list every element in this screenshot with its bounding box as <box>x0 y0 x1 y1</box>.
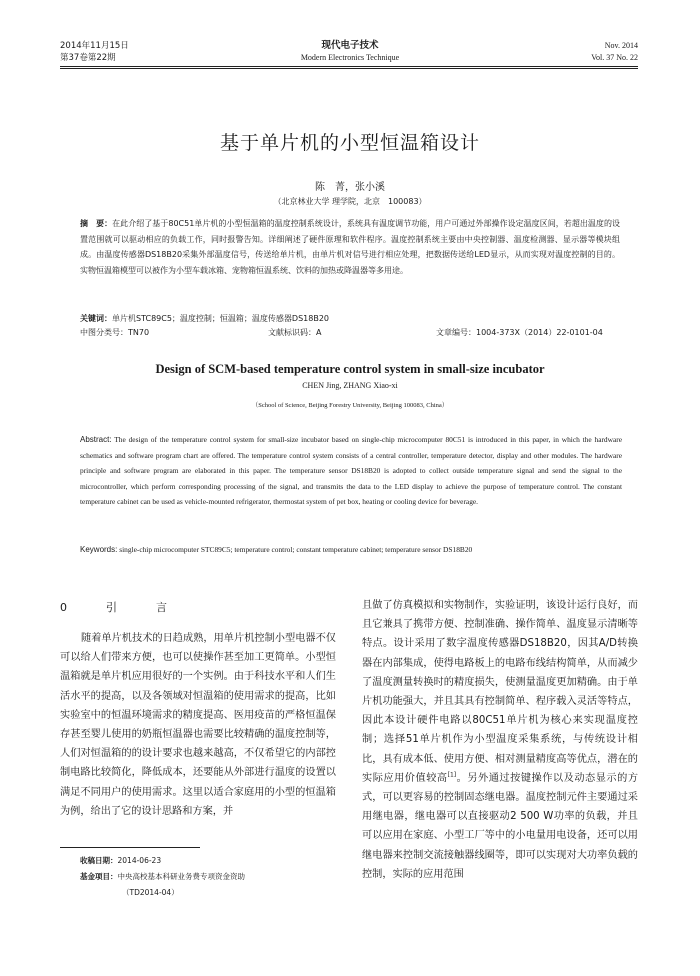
affiliation-cn: （北京林业大学 理学院，北京 100083） <box>273 197 427 206</box>
header-rule-thin <box>60 68 638 69</box>
paper-title-cn: 基于单片机的小型恒温箱设计 <box>219 132 480 154</box>
body-text-left: 随着单片机技术的日趋成熟，用单片机控制小型电器不仅可以给人们带来方便，也可以使操作甚至加工更简单。小型恒温箱就是单片机应用很好的一个实例。由于科技水平和人们生活水平的提高，以及各领域对恒温箱的使用需求的提高，比如实验室中的恒温环境需求的精度提高、医用疫苗的严格恒温保存甚至婴儿使用的奶瓶恒温器也需要比较精确的温度控制等，人们对恒温箱的的设计要求也越来越高，不仅希望它的内部控制电路比较简化，降低成本，还要能从外部进行温度的设置以满足不同用户的使用需求。这里以适合家庭用的小型的恒温箱为例，给出了它的设计思路和方案，并 <box>60 633 336 817</box>
volume-cn: 第37卷第22期 <box>60 53 116 63</box>
article-number: 文章编号：1004-373X（2014）22-0101-04 <box>436 328 603 337</box>
section-heading: 0 引 言 <box>60 601 181 614</box>
abstract-cn <box>80 216 620 278</box>
header-rule <box>60 66 638 67</box>
keywords-en-text: single-chip microcomputer STC89C5; temperature control; constant temperature cabinet; temperature sensor DS18B20 <box>117 545 473 554</box>
abstract-en-text: The design of the temperature control system for small-size incubator based on single-chip microcomputer 80C51 is introduced in this paper, in which the hardware schematics and software program chart are offered. The temperature control system consists of a central controller, temperature detector, display and other modules. The hardware principle and software program are elaborated in this paper. The temperature sensor DS18B20 is adopted to collect outside temperature signal and send the signal to the microcontroller, which perform corresponding processing of the signal, and transmits the data to the LED display to achieve the purpose of temperature control. The constant temperature cabinet can be used as vehicle-mounted refrigerator, thermostat system of pet box, heating or cooling device for beverage. <box>80 435 622 507</box>
abstract-en-label: Abstract: <box>80 435 112 444</box>
affiliation-en: （School of Science, Beijing Forestry University, Beijing 100083, China） <box>251 402 449 409</box>
authors-en: CHEN Jing, ZHANG Xiao-xi <box>302 381 398 390</box>
abstract-en <box>80 432 622 510</box>
journal-name-cn: 现代电子技术 <box>321 40 379 51</box>
issue-date: 2014年11月15日 <box>60 41 129 51</box>
body-right-part-a: 且做了仿真模拟和实物制作，实验证明，该设计运行良好，而且它兼具了携带方便、控制准确、操作简单、温度显示清晰等特点。设计采用了数字温度传感器DS18B20，因其A/D转换器在内部集成，使得电路板上的电路布线结构简单，从而减少了温度测量转换时的精度损失，使测量温度更加精确。由于单片机功能强大，并且其具有控制简单、程序载入灵活等特点，因此本设计硬件电路以80C51单片机为核心来实现温度控制；选择51单片机作为小型温度采集系统，与传统设计相比，具有成本低、使用方便、相对测量精度高等优点，潜在的实际应用价值较高 <box>362 600 638 784</box>
fund-text: 中央高校基本科研业务费专项资金资助 <box>117 872 245 881</box>
body-right-part-b: 。另外通过按键操作以及动态显示的方式，可以更容易的控制固态继电器。温度控制元件主要通过采用继电器，继电器可以直接驱动2 500 W功率的负载，并且可以应用在家庭、小型工厂等中的小电量用电设备，还可以用继电器来控制交流接触器线圈等，即可以实现对大功率负载的控制，实际的应用范围 <box>362 772 639 880</box>
citation-ref: [1] <box>447 771 457 779</box>
keywords-cn <box>80 311 620 326</box>
fund-label: 基金项目： <box>80 872 118 881</box>
clc-number: 中图分类号：TN70 <box>80 328 150 337</box>
body-text-right <box>362 596 638 884</box>
received-date: 2014-06-23 <box>117 856 162 865</box>
abstract-cn-label: 摘 要： <box>80 219 113 228</box>
paper-title-en: Design of SCM-based temperature control system in small-size incubator <box>155 362 545 376</box>
journal-name-en: Modern Electronics Technique <box>300 53 400 62</box>
volume-en: Vol. 37 No. 22 <box>591 53 638 62</box>
footnote-rule <box>60 847 200 848</box>
keywords-cn-label: 关键词： <box>80 314 112 323</box>
keywords-en-label: Keywords: <box>80 545 118 554</box>
footnote <box>80 853 340 901</box>
document-code: 文献标识码：A <box>268 328 322 337</box>
received-label: 收稿日期： <box>80 856 118 865</box>
header-right <box>591 40 638 64</box>
abstract-cn-text: 在此介绍了基于80C51单片机的小型恒温箱的温度控制系统设计，系统具有温度调节功能，用户可通过外部操作设定温度区间，若超出温度的设置范围就可以驱动相应的负载工作，同时报警告知。详细阐述了硬件原理和软件程序。温度控制系统主要由中央控制器、温度检测器、显示器等模块组成。由温度传感器DS18B20采集外部温度信号，传送给单片机，由单片机对信号进行相应处理，把数据传送给LED显示，从而实现对温度控制的目的。实物恒温箱模型可以被作为小型车载冰箱、宠物箱恒温系统、饮料的加热或降温器等多用途。 <box>80 219 620 275</box>
authors-cn: 陈 菁，张小溪 <box>315 182 385 193</box>
fund-code: （TD2014-04） <box>122 888 179 897</box>
keywords-cn-text: 单片机STC89C5；温度控制；恒温箱；温度传感器DS18B20 <box>112 314 330 323</box>
keywords-en <box>80 542 622 558</box>
month-en: Nov. 2014 <box>604 41 638 50</box>
